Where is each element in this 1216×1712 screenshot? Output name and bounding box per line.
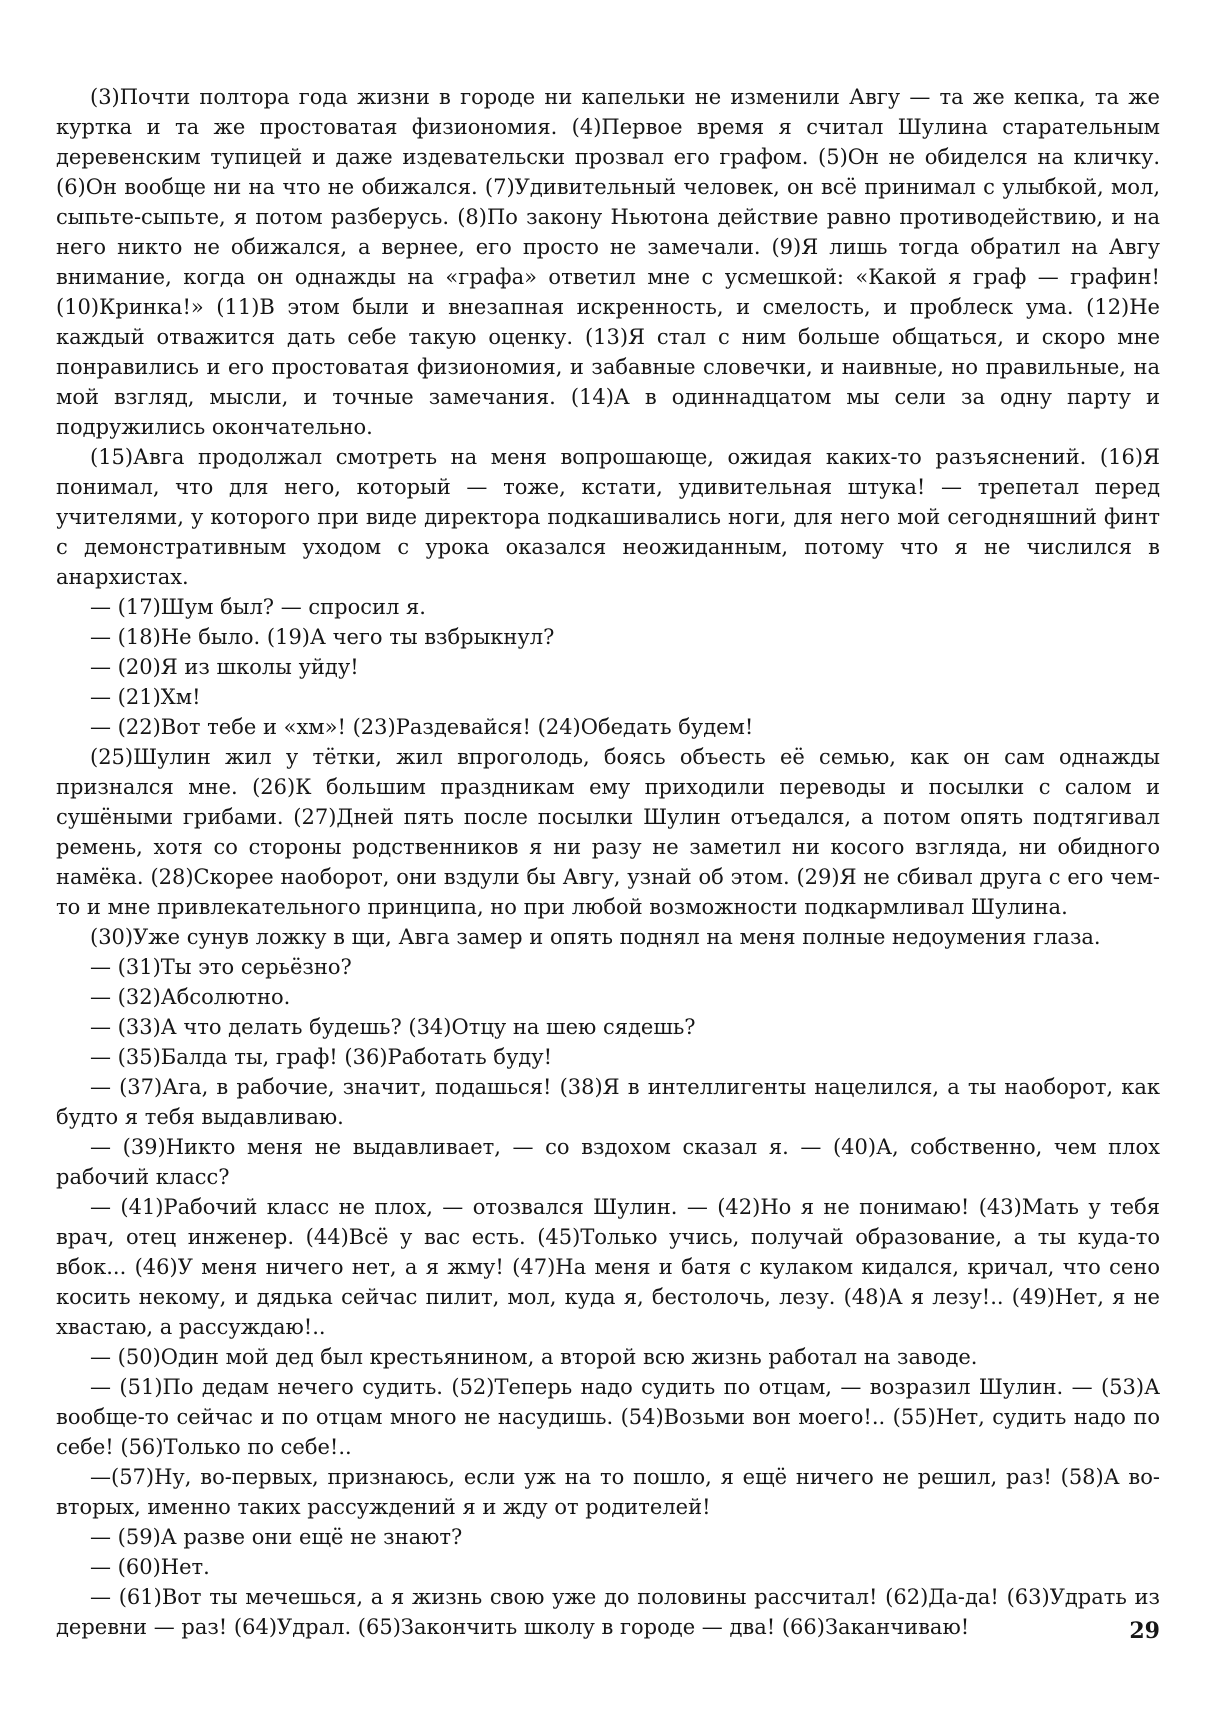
- dialogue-line: —(57)Ну, во-первых, признаюсь, если уж на то пошло, я ещё ничего не решил, раз! (58)А во-вторых, именно таких рассуждений я и жду от родителей!: [56, 1465, 1160, 1519]
- dialogue-line: — (32)Абсолютно.: [90, 985, 291, 1009]
- page-number: 29: [1129, 1618, 1160, 1644]
- paragraph: (30)Уже сунув ложку в щи, Авга замер и опять поднял на меня полные недоумения глаза.: [90, 925, 1101, 949]
- paragraph: (25)Шулин жил у тётки, жил впроголодь, боясь объесть её семью, как он сам однажды признался мне. (26)К большим праздникам ему приходили переводы и посылки с салом и сушёными грибами. (27)Дней пять после посылки Шулин отъедался, а потом опять подтягивал ремень, хотя со стороны родственников я ни разу не заметил ни косого взгляда, ни обидного намёка. (28)Скорее наоборот, они вздули бы Авгу, узнай об этом. (29)Я не сбивал друга с его чем-то и мне привлекательного принципа, но при любой возможности подкармливал Шулина.: [56, 745, 1160, 919]
- dialogue-line: — (61)Вот ты мечешься, а я жизнь свою уже до половины рассчитал! (62)Да-да! (63)Удрать из деревни — раз! (64)Удрал. (65)Закончить школу в городе — два! (66)Заканчиваю!: [56, 1585, 1160, 1639]
- dialogue-line: — (37)Ага, в рабочие, значит, подашься! (38)Я в интеллигенты нацелился, а ты наоборот, как будто я тебя выдавливаю.: [56, 1075, 1160, 1129]
- dialogue-line: — (17)Шум был? — спросил я.: [90, 595, 426, 619]
- dialogue-line: — (31)Ты это серьёзно?: [90, 955, 352, 979]
- dialogue-line: — (51)По дедам нечего судить. (52)Теперь надо судить по отцам, — возразил Шулин. — (53)А вообще-то сейчас и по отцам много не насудишь. (54)Возьми вон моего!.. (55)Нет, судить надо по себе! (56)Только по себе!..: [56, 1375, 1160, 1459]
- dialogue-line: — (60)Нет.: [90, 1555, 210, 1579]
- dialogue-line: — (41)Рабочий класс не плох, — отозвался Шулин. — (42)Но я не понимаю! (43)Мать у тебя врач, отец инженер. (44)Всё у вас есть. (45)Только учись, получай образование, а ты куда-то вбок... (46)У меня ничего нет, а я жму! (47)На меня и батя с кулаком кидался, кричал, что сено косить некому, и дядька сейчас пилит, мол, куда я, бестолочь, лезу. (48)А я лезу!.. (49)Нет, я не хвастаю, а рассуждаю!..: [56, 1195, 1160, 1339]
- page-text: [56, 82, 1160, 1642]
- dialogue-line: — (21)Хм!: [90, 685, 201, 709]
- dialogue-line: — (22)Вот тебе и «хм»! (23)Раздевайся! (24)Обедать будем!: [90, 715, 754, 739]
- dialogue-line: — (35)Балда ты, граф! (36)Работать буду!: [90, 1045, 553, 1069]
- dialogue-line: — (20)Я из школы уйду!: [90, 655, 359, 679]
- dialogue-line: — (59)А разве они ещё не знают?: [90, 1525, 463, 1549]
- paragraph: (3)Почти полтора года жизни в городе ни капельки не изменили Авгу — та же кепка, та же куртка и та же простоватая физиономия. (4)Первое время я считал Шулина старательным деревенским тупицей и даже издевательски прозвал его графом. (5)Он не обиделся на кличку. (6)Он вообще ни на что не обижался. (7)Удивительный человек, он всё принимал с улыбкой, мол, сыпьте-сыпьте, я потом разберусь. (8)По закону Ньютона действие равно противодействию, и на него никто не обижался, а вернее, его просто не замечали. (9)Я лишь тогда обратил на Авгу внимание, когда он однажды на «графа» ответил мне с усмешкой: «Какой я граф — графин! (10)Кринка!» (11)В этом были и внезапная искренность, и смелость, и проблеск ума. (12)Не каждый отважится дать себе такую оценку. (13)Я стал с ним больше общаться, и скоро мне понравились и его простоватая физиономия, и забавные словечки, и наивные, но правильные, на мой взгляд, мысли, и точные замечания. (14)А в одиннадцатом мы сели за одну парту и подружились окончательно.: [56, 85, 1160, 439]
- dialogue-line: — (50)Один мой дед был крестьянином, а второй всю жизнь работал на заводе.: [90, 1345, 978, 1369]
- dialogue-line: — (18)Не было. (19)А чего ты взбрыкнул?: [90, 625, 555, 649]
- paragraph: (15)Авга продолжал смотреть на меня вопрошающе, ожидая каких-то разъяснений. (16)Я понимал, что для него, который — тоже, кстати, удивительная штука! — трепетал перед учителями, у которого при виде директора подкашивались ноги, для него мой сегодняшний финт с демонстративным уходом с урока оказался неожиданным, потому что я не числился в анархистах.: [56, 445, 1160, 589]
- dialogue-line: — (33)А что делать будешь? (34)Отцу на шею сядешь?: [90, 1015, 696, 1039]
- dialogue-line: — (39)Никто меня не выдавливает, — со вздохом сказал я. — (40)А, собственно, чем плох рабочий класс?: [56, 1135, 1160, 1189]
